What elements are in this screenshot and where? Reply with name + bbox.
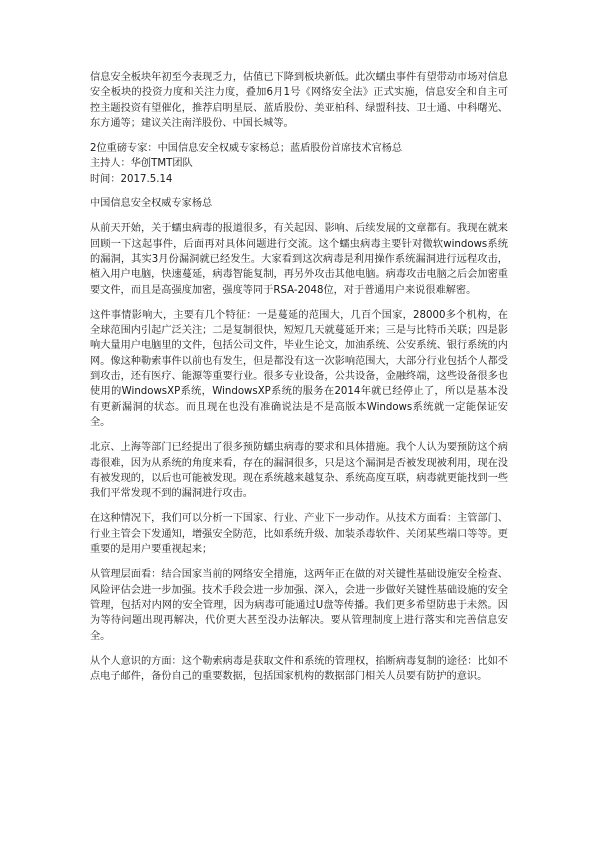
- body-paragraph: 从管理层面看：结合国家当前的网络安全措施，这两年正在做的对关键性基础设施安全检查、风险评估会进一步加强。技术手段会进一步加强、深入，会进一步做好关键性基础设施的安全管理，包括对内网的安全管理，因为病毒可能通过U盘等传播。我们更多希望防患于未然。因为等待问题出现再解决，代价更大甚至没办法解决。要从管理制度上进行落实和完善信息安全。: [90, 569, 508, 642]
- body-paragraph: 在这种情况下，我们可以分析一下国家、行业、产业下一步动作。从技术方面看：主管部门、行业主管会下发通知，增强安全防范，比如系统升级、加装杀毒软件、关闭某些端口等等。更重要的是用户要重视起来；: [90, 513, 508, 556]
- body-paragraph: 北京、上海等部门已经提出了很多预防蠕虫病毒的要求和具体措施。我个人认为要预防这个病毒很难，因为从系统的角度来看，存在的漏洞很多，只是这个漏洞是否被发现被利用，现在没有被发现的，以后也可能被发现。现在系统越来越复杂、系统高度互联，病毒就更能找到一些我们平常发现不到的漏洞进行攻击。: [90, 442, 508, 500]
- expert-line: 2位重磅专家：中国信息安全权威专家杨总；蓝盾股份首席技术官杨总: [90, 143, 403, 155]
- body-paragraph: 从前天开始，关于蠕虫病毒的报道很多，有关起因、影响、后续发展的文章都有。我现在就来回顾一下这起事件，后面再对具体问题进行交流。这个蠕虫病毒主要针对微软windows系统的漏洞，其实3月份漏洞就已经发生。大家看到这次病毒是利用操作系统漏洞进行远程攻击，植入用户电脑，快速蔓延，病毒智能复制，再另外攻击其他电脑。病毒攻击电脑之后会加密重要文件，而且是高强度加密，强度等同于RSA-2048位，对于普通用户来说很难解密。: [90, 223, 508, 296]
- body-paragraph: 从个人意识的方面：这个勒索病毒是获取文件和系统的管理权，掐断病毒复制的途径：比如不点电子邮件，备份自己的重要数据，包括国家机构的数据部门相关人员要有防护的意识。: [90, 655, 508, 683]
- host-line: 主持人：华创TMT团队: [90, 158, 193, 170]
- meeting-info: [90, 141, 508, 187]
- time-line: 时间：2017.5.14: [90, 173, 173, 185]
- body-paragraph: 这件事情影响大，主要有几个特征：一是蔓延的范围大，几百个国家，28000多个机构，在全球范围内引起广泛关注；二是复制很快，短短几天就蔓延开来；三是与比特币关联；四是影响大量用户电脑里的文件，包括公司文件，毕业生论文，加油系统、公安系统、银行系统的内网。像这种勒索事件以前也有发生，但是都没有这一次影响范围大，大部分行业包括个人都受到攻击，还有医疗、能源等重要行业。很多专业设备，公共设备，金融终端，这些设备很多也使用的WindowsXP系统，WindowsXP系统的服务在2014年就已经停止了，所以是基本没有更新漏洞的状态。而且现在也没有准确说法是不是高版本Windows系统就一定能保证安全。: [90, 309, 508, 428]
- speaker-title: 中国信息安全权威专家杨总: [90, 198, 213, 210]
- document-page: [90, 70, 508, 694]
- intro-paragraph: 信息安全板块年初至今表现乏力，估值已下降到板块新低。此次蠕虫事件有望带动市场对信息安全板块的投资力度和关注力度，叠加6月1号《网络安全法》正式实施，信息安全和自主可控主题投资有望催化，推荐启明星辰、蓝盾股份、美亚柏科、绿盟科技、卫士通、中科曙光、东方通等；建议关注南洋股份、中国长城等。: [90, 72, 508, 129]
